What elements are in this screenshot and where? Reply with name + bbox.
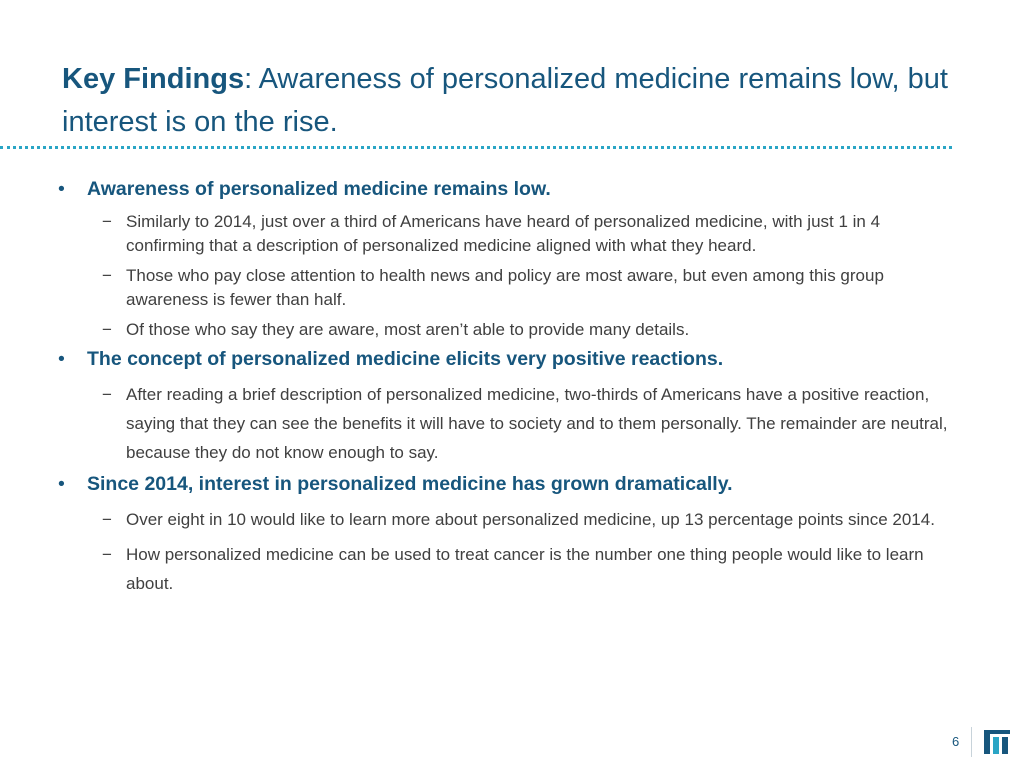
sub-marker: −: [102, 212, 112, 231]
slide-title: [62, 58, 962, 144]
sub-marker: −: [102, 266, 112, 285]
company-logo-icon: [982, 729, 1012, 755]
page-number: 6: [952, 734, 960, 749]
sub-text: Over eight in 10 would like to learn more about personalized medicine, up 13 percentage points since 2014.: [126, 510, 935, 529]
footer-separator: [971, 727, 972, 757]
sub-point: [58, 264, 958, 312]
sub-marker: −: [102, 385, 112, 404]
slide-content: [58, 172, 958, 598]
sub-text: After reading a brief description of personalized medicine, two-thirds of Americans have a positive reaction, saying that they can see the benefits it will have to society and to them personally. The remainder are neutral, because they do not know enough to say.: [126, 385, 948, 462]
sub-marker: −: [102, 320, 112, 339]
title-divider: [0, 146, 952, 149]
bullet-heading: Awareness of personalized medicine remains low.: [87, 178, 551, 200]
bullet-interest: [58, 469, 958, 499]
sub-point: [58, 318, 958, 342]
title-rest: : Awareness of personalized medicine remains low, but interest is on the rise.: [62, 63, 948, 138]
sub-point: [58, 210, 958, 258]
sub-marker: −: [102, 545, 112, 564]
bullet-heading: The concept of personalized medicine elicits very positive reactions.: [87, 348, 724, 370]
bullet-awareness: [58, 174, 958, 204]
sub-point: [58, 540, 958, 598]
bullet-heading: Since 2014, interest in personalized medicine has grown dramatically.: [87, 473, 733, 495]
sub-text: Of those who say they are aware, most aren’t able to provide many details.: [126, 320, 690, 339]
sub-text: Those who pay close attention to health news and policy are most aware, but even among this group awareness is fewer than half.: [126, 266, 884, 309]
sub-text: Similarly to 2014, just over a third of Americans have heard of personalized medicine, with just 1 in 4 confirming that a description of personalized medicine aligned with what they heard.: [126, 212, 881, 255]
sub-text: How personalized medicine can be used to treat cancer is the number one thing people would like to learn about.: [126, 545, 924, 593]
sub-marker: −: [102, 510, 112, 529]
sub-point: [58, 380, 958, 467]
bullet-marker: •: [58, 348, 65, 370]
bullet-marker: •: [58, 473, 65, 495]
bullet-marker: •: [58, 178, 65, 200]
sub-point: [58, 505, 958, 534]
bullet-reactions: [58, 344, 958, 374]
title-bold: Key Findings: [62, 63, 245, 95]
